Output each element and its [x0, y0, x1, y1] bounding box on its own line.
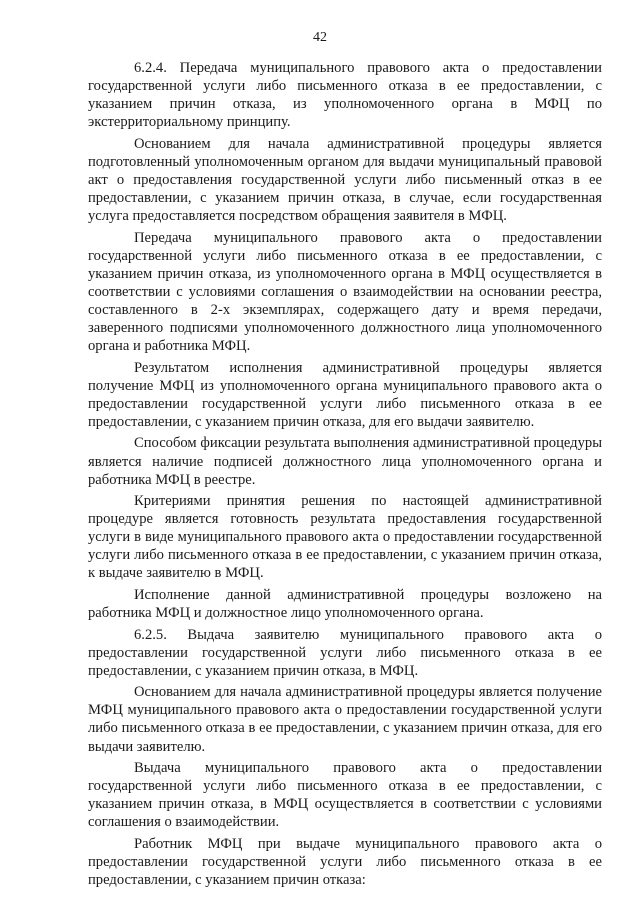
paragraph-6-2-5-heading: 6.2.5. Выдача заявителю муниципального правового акта о предоставлении государственной услуги либо письменного отказа в ее предоставлении, с указанием причин отказа, в МФЦ.: [88, 626, 602, 679]
paragraph-decision-criteria: Критериями принятия решения по настоящей административной процедуре является готовность результата предоставления государственной услуги в виде муниципального правового акта о предоставлении государственной услуги либо письменного отказа в ее предоставлении, с указанием причин отказа, к выдаче заявителю в МФЦ.: [88, 493, 602, 582]
paragraph-basis-issue: Основанием для начала административной процедуры является получение МФЦ муниципального правового акта о предоставлении государственной услуги либо письменного отказа в ее предоставлении, с указанием причин отказа, для его выдачи заявителю.: [88, 684, 602, 755]
page-number: 42: [313, 30, 327, 45]
paragraph-6-2-4-heading: 6.2.4. Передача муниципального правового акта о предоставлении государственной услуги либо письменного отказа в ее предоставлении, с указанием причин отказа, из уполномоченного органа в МФЦ по экстерриториальному принципу.: [88, 60, 602, 131]
paragraph-issue-procedure: Выдача муниципального правового акта о предоставлении государственной услуги либо письменного отказа в ее предоставлении, с указанием причин отказа, в МФЦ осуществляется в соответствии с условиями соглашения о взаимодействии.: [88, 759, 602, 831]
paragraph-responsible: Исполнение данной административной процедуры возложено на работника МФЦ и должностное лицо уполномоченного органа.: [88, 586, 602, 622]
document-body: [88, 59, 602, 892]
paragraph-result: Результатом исполнения административной процедуры является получение МФЦ из уполномоченного органа муниципального правового акта о предоставлении государственной услуги либо письменного отказа в ее предоставлении, с указанием причин отказа, для его выдачи заявителю.: [88, 359, 602, 430]
paragraph-mfc-worker: Работник МФЦ при выдаче муниципального правового акта о предоставлении государственной услуги либо письменного отказа в ее предоставлении, с указанием причин отказа:: [88, 835, 602, 888]
paragraph-basis-start: Основанием для начала административной процедуры является подготовленный уполномоченным органом для выдачи муниципальный правовой акт о предоставления государственной услуги либо письменный отказ в ее предоставлении, с указанием причин отказа, в случае, если государственная услуга предоставляется посредством обращения заявителя в МФЦ.: [88, 135, 602, 225]
paragraph-fixation-method: Способом фиксации результата выполнения административной процедуры является наличие подписей должностного лица уполномоченного органа и работника МФЦ в реестре.: [88, 435, 602, 488]
paragraph-transfer-procedure: Передача муниципального правового акта о предоставлении государственной услуги либо письменного отказа в ее предоставлении, с указанием причин отказа, из уполномоченного органа в МФЦ осуществляется в соответствии с условиями соглашения о взаимодействии на основании реестра, составленного в 2-х экземплярах, содержащего дату и время передачи, заверенного подписями уполномоченного должностного лица уполномоченного органа и работника МФЦ.: [88, 229, 602, 355]
